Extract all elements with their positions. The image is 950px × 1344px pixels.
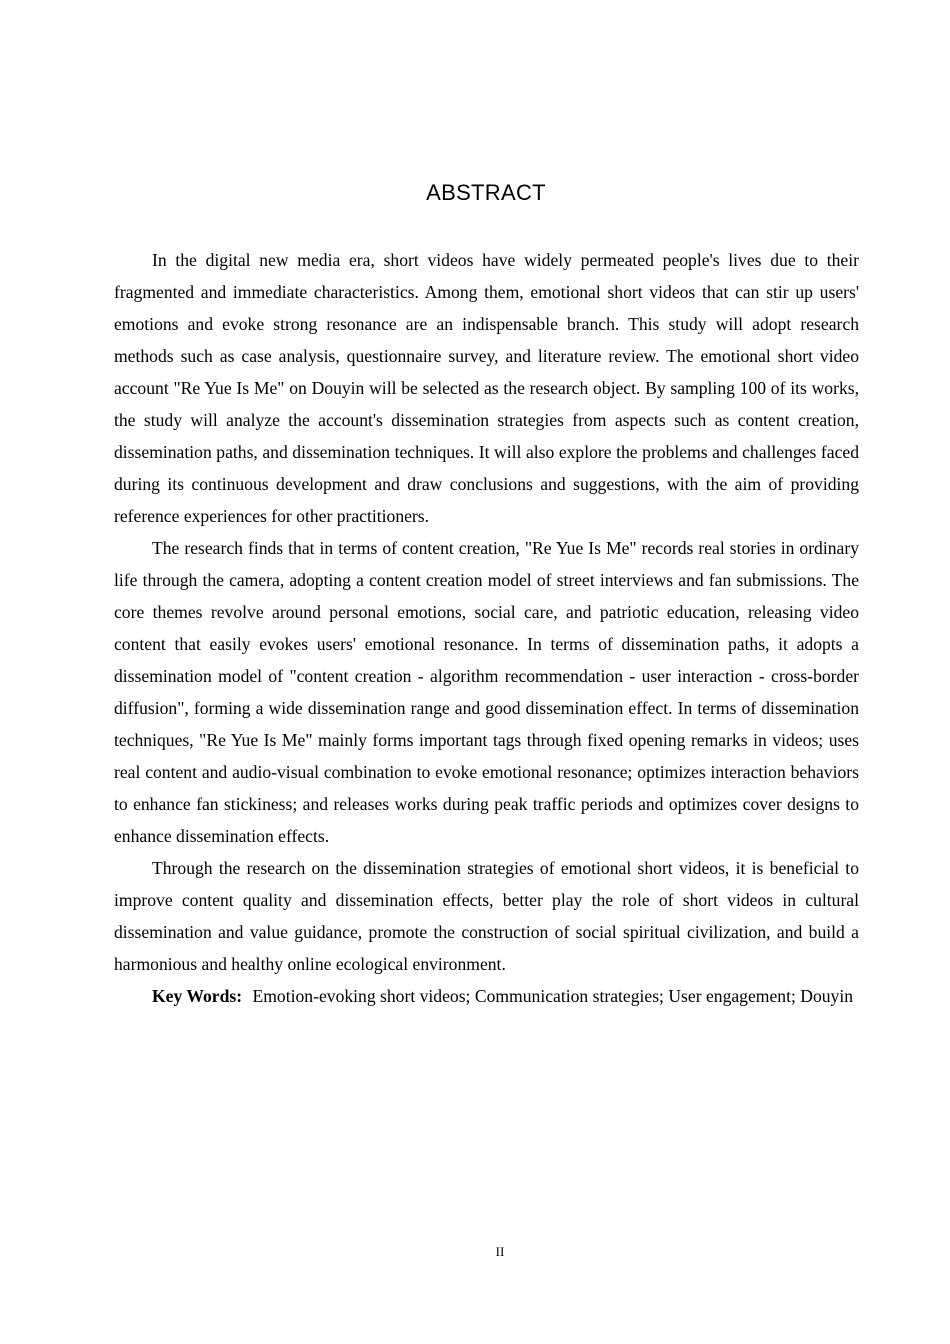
abstract-paragraph-3: Through the research on the dissemination strategies of emotional short videos, it is beneficial to improve content quality and dissemination effects, better play the role of short videos in cultural dissemination and value guidance, promote the construction of social spiritual civilization, and build a harmonious and healthy online ecological environment. xyxy=(114,858,859,974)
keywords-line xyxy=(114,980,859,1012)
abstract-body xyxy=(114,244,859,1012)
keywords-text: Emotion-evoking short videos; Communication strategies; User engagement; Douyin xyxy=(252,986,854,1006)
page-title: ABSTRACT xyxy=(426,180,546,205)
page-number: II xyxy=(495,1244,505,1259)
keywords-label: Key Words: xyxy=(152,986,243,1006)
abstract-paragraph-2: The research finds that in terms of content creation, "Re Yue Is Me" records real stories in ordinary life through the camera, adopting a content creation model of street interviews and fan submissions. The core themes revolve around personal emotions, social care, and patriotic education, releasing video content that easily evokes users' emotional resonance. In terms of dissemination paths, it adopts a dissemination model of "content creation - algorithm recommendation - user interaction - cross-border diffusion", forming a wide dissemination range and good dissemination effect. In terms of dissemination techniques, "Re Yue Is Me" mainly forms important tags through fixed opening remarks in videos; uses real content and audio-visual combination to evoke emotional resonance; optimizes interaction behaviors to enhance fan stickiness; and releases works during peak traffic periods and optimizes cover designs to enhance dissemination effects. xyxy=(114,538,859,846)
abstract-paragraph-1: In the digital new media era, short videos have widely permeated people's lives due to their fragmented and immediate characteristics. Among them, emotional short videos that can stir up users' emotions and evoke strong resonance are an indispensable branch. This study will adopt research methods such as case analysis, questionnaire survey, and literature review. The emotional short video account "Re Yue Is Me" on Douyin will be selected as the research object. By sampling 100 of its works, the study will analyze the account's dissemination strategies from aspects such as content creation, dissemination paths, and dissemination techniques. It will also explore the problems and challenges faced during its continuous development and draw conclusions and suggestions, with the aim of providing reference experiences for other practitioners. xyxy=(114,250,859,526)
